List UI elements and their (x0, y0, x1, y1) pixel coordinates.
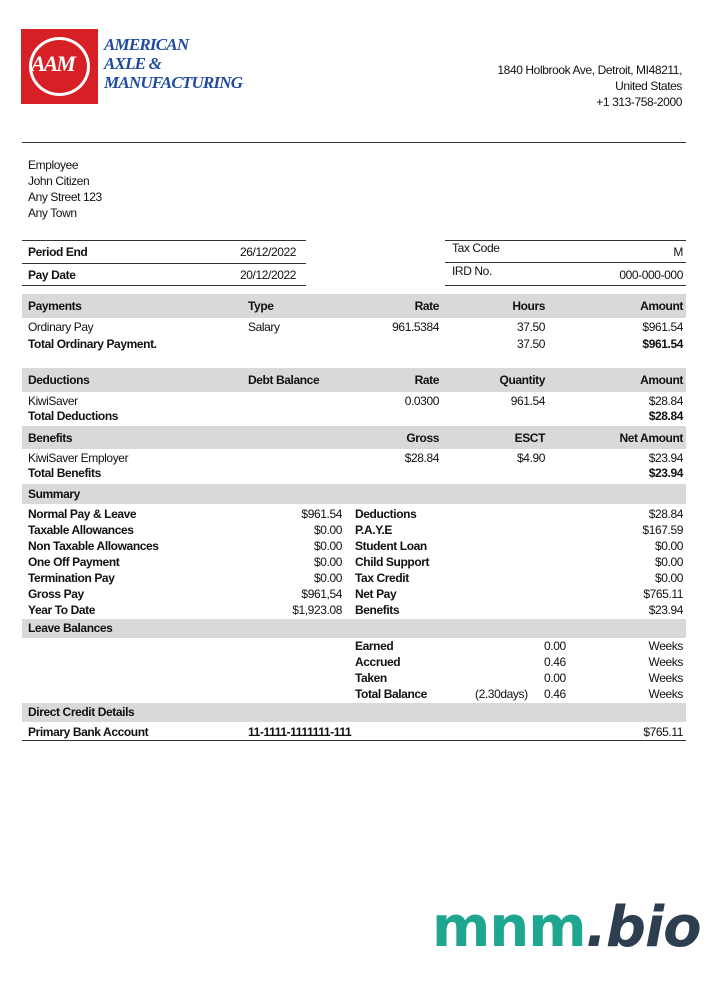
leave-unit: Weeks (648, 687, 683, 701)
summary-value: $961,54 (301, 587, 342, 601)
col-rate: Rate (414, 299, 439, 313)
summary-value: $0.00 (313, 539, 342, 553)
payments-total-label: Total Ordinary Payment. (28, 337, 157, 351)
col-type: Type (248, 299, 274, 313)
summary-label: Taxable Allowances (28, 523, 134, 537)
summary-value: $28.84 (648, 507, 683, 521)
col-gross: Gross (406, 431, 439, 445)
payment-name: Ordinary Pay (28, 320, 94, 334)
divider (22, 142, 686, 143)
summary-label: Benefits (355, 603, 400, 617)
summary-label: Student Loan (355, 539, 427, 553)
summary-label: Gross Pay (28, 587, 84, 601)
col-hours: Hours (512, 299, 545, 313)
watermark-suffix: .bio (585, 895, 701, 960)
leave-value: 0.00 (544, 671, 566, 685)
col-rate: Rate (414, 373, 439, 387)
summary-value: $0.00 (313, 571, 342, 585)
pay-date-label: Pay Date (28, 268, 76, 282)
deductions-heading: Deductions (28, 373, 90, 387)
summary-label: Normal Pay & Leave (28, 507, 137, 521)
leave-unit: Weeks (648, 671, 683, 685)
leave-value: 0.46 (544, 655, 566, 669)
summary-label: Non Taxable Allowances (28, 539, 159, 553)
benefit-gross: $28.84 (404, 451, 439, 465)
benefit-esct: $4.90 (516, 451, 545, 465)
employee-address: Employee John Citizen Any Street 123 Any Town (28, 158, 102, 220)
col-esct: ESCT (514, 431, 545, 445)
summary-value: $961.54 (301, 507, 342, 521)
tax-code-label: Tax Code (452, 241, 500, 255)
deductions-header (22, 368, 686, 392)
leave-label: Taken (355, 671, 387, 685)
summary-label: P.A.Y.E (355, 523, 393, 537)
summary-label: One Off Payment (28, 555, 120, 569)
payments-heading: Payments (28, 299, 82, 313)
direct-credit-heading: Direct Credit Details (28, 705, 135, 719)
deduction-name: KiwiSaver (28, 394, 78, 408)
benefits-heading: Benefits (28, 431, 73, 445)
tax-code-value: M (673, 245, 683, 259)
logo-mark: AAM (21, 29, 98, 104)
payment-hours: 37.50 (516, 320, 545, 334)
bank-amount: $765.11 (643, 725, 683, 739)
leave-label: Earned (355, 639, 394, 653)
leave-unit: Weeks (648, 639, 683, 653)
deduction-rate: 0.0300 (404, 394, 439, 408)
summary-value: $0.00 (313, 523, 342, 537)
summary-label: Year To Date (28, 603, 96, 617)
summary-header (22, 484, 686, 504)
benefits-total-amount: $23.94 (648, 466, 683, 480)
deduction-amount: $28.84 (648, 394, 683, 408)
company-name: AMERICAN AXLE & MANUFACTURING (104, 35, 243, 92)
summary-value: $23.94 (648, 603, 683, 617)
leave-value: 0.00 (544, 639, 566, 653)
summary-label: Deductions (355, 507, 417, 521)
period-end-label: Period End (28, 245, 88, 259)
leave-unit: Weeks (648, 655, 683, 669)
leave-note: (2.30days) (475, 687, 528, 701)
deduction-quantity: 961.54 (510, 394, 545, 408)
divider (22, 263, 306, 264)
leave-label: Accrued (355, 655, 401, 669)
deductions-total-label: Total Deductions (28, 409, 119, 423)
divider (22, 285, 306, 286)
leave-heading: Leave Balances (28, 621, 113, 635)
summary-value: $0.00 (313, 555, 342, 569)
summary-label: Tax Credit (355, 571, 409, 585)
col-debt-balance: Debt Balance (248, 373, 320, 387)
col-amount: Amount (640, 373, 683, 387)
summary-value: $167.59 (642, 523, 683, 537)
divider (22, 740, 686, 741)
col-amount: Amount (640, 299, 683, 313)
summary-value: $1,923.08 (292, 603, 342, 617)
benefit-net: $23.94 (648, 451, 683, 465)
bank-account-number: 11-1111-1111111-111 (248, 725, 352, 739)
benefits-header (22, 426, 686, 449)
summary-value: $0.00 (654, 555, 683, 569)
summary-value: $0.00 (654, 571, 683, 585)
payment-amount: $961.54 (642, 320, 683, 334)
col-quantity: Quantity (499, 373, 545, 387)
payments-total-hours: 37.50 (516, 337, 545, 351)
leave-header (22, 619, 686, 638)
period-end-value: 26/12/2022 (240, 245, 297, 259)
pay-date-value: 20/12/2022 (240, 268, 297, 282)
col-net-amount: Net Amount (619, 431, 683, 445)
summary-label: Termination Pay (28, 571, 115, 585)
bank-account-label: Primary Bank Account (28, 725, 149, 739)
ird-value: 000-000-000 (619, 268, 683, 282)
deductions-total-amount: $28.84 (648, 409, 683, 423)
summary-value: $765.11 (643, 587, 683, 601)
summary-heading: Summary (28, 487, 80, 501)
watermark-main: mnm (432, 895, 586, 960)
company-address: 1840 Holbrook Ave, Detroit, MI48211, United States +1 313-758-2000 (497, 63, 682, 109)
summary-label: Child Support (355, 555, 430, 569)
payment-type: Salary (248, 320, 280, 334)
divider (22, 240, 306, 241)
leave-label: Total Balance (355, 687, 427, 701)
watermark (432, 895, 701, 960)
leave-value: 0.46 (544, 687, 566, 701)
summary-label: Net Pay (355, 587, 397, 601)
payments-total-amount: $961.54 (642, 337, 683, 351)
summary-value: $0.00 (654, 539, 683, 553)
divider (445, 285, 686, 286)
divider (445, 262, 686, 263)
payment-rate: 961.5384 (392, 320, 439, 334)
ird-label: IRD No. (452, 264, 492, 278)
benefits-total-label: Total Benefits (28, 466, 101, 480)
benefit-name: KiwiSaver Employer (28, 451, 129, 465)
payments-header (22, 294, 686, 318)
